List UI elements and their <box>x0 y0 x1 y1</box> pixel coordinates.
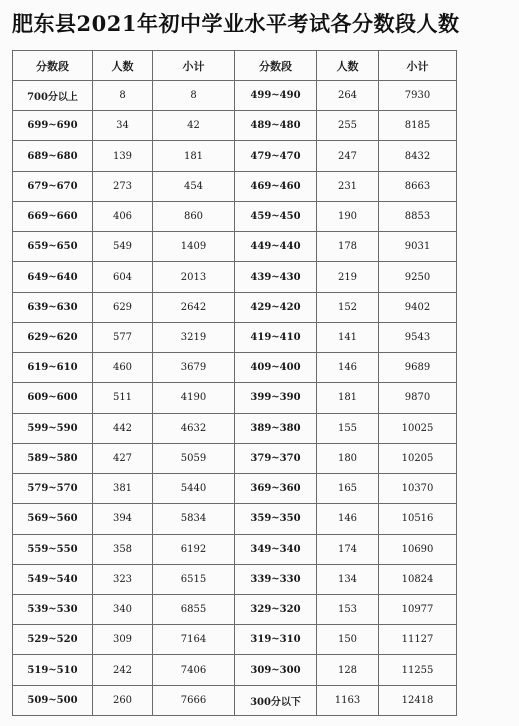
table-row <box>13 383 457 413</box>
page-title: 肥东县2021年初中学业水平考试各分数段人数 <box>12 11 460 36</box>
count-cell: 146 <box>317 504 379 534</box>
count-cell: 134 <box>317 564 379 594</box>
score-range-cell: 439~430 <box>235 262 317 292</box>
table-header-row <box>13 51 457 81</box>
table-row <box>13 443 457 473</box>
table-row <box>13 262 457 292</box>
count-cell: 1163 <box>317 685 379 715</box>
count-cell: 152 <box>317 292 379 322</box>
count-cell: 180 <box>317 443 379 473</box>
header-count-right: 人数 <box>317 51 379 81</box>
subtotal-cell: 2642 <box>153 292 235 322</box>
subtotal-cell: 42 <box>153 111 235 141</box>
subtotal-cell: 8663 <box>379 171 457 201</box>
table-row <box>13 685 457 715</box>
count-cell: 128 <box>317 655 379 685</box>
table-body <box>13 81 457 716</box>
table-row <box>13 111 457 141</box>
count-cell: 340 <box>93 594 153 624</box>
score-range-cell: 359~350 <box>235 504 317 534</box>
count-cell: 150 <box>317 625 379 655</box>
table-row <box>13 141 457 171</box>
subtotal-cell: 12418 <box>379 685 457 715</box>
score-range-cell: 329~320 <box>235 594 317 624</box>
count-cell: 394 <box>93 504 153 534</box>
table-row <box>13 625 457 655</box>
score-range-cell: 679~670 <box>13 171 93 201</box>
score-range-cell: 700分以上 <box>13 81 93 111</box>
subtotal-cell: 9031 <box>379 232 457 262</box>
score-range-cell: 379~370 <box>235 443 317 473</box>
score-range-cell: 300分以下 <box>235 685 317 715</box>
count-cell: 34 <box>93 111 153 141</box>
count-cell: 247 <box>317 141 379 171</box>
score-range-cell: 599~590 <box>13 413 93 443</box>
count-cell: 577 <box>93 322 153 352</box>
subtotal-cell: 4190 <box>153 383 235 413</box>
score-range-cell: 629~620 <box>13 322 93 352</box>
subtotal-cell: 10025 <box>379 413 457 443</box>
score-range-cell: 509~500 <box>13 685 93 715</box>
header-count-left: 人数 <box>93 51 153 81</box>
score-range-cell: 319~310 <box>235 625 317 655</box>
count-cell: 139 <box>93 141 153 171</box>
score-range-cell: 339~330 <box>235 564 317 594</box>
score-range-cell: 609~600 <box>13 383 93 413</box>
count-cell: 549 <box>93 232 153 262</box>
score-range-cell: 569~560 <box>13 504 93 534</box>
count-cell: 323 <box>93 564 153 594</box>
subtotal-cell: 6192 <box>153 534 235 564</box>
count-cell: 381 <box>93 474 153 504</box>
table-row <box>13 201 457 231</box>
subtotal-cell: 11255 <box>379 655 457 685</box>
score-range-cell: 309~300 <box>235 655 317 685</box>
subtotal-cell: 1409 <box>153 232 235 262</box>
score-range-cell: 489~480 <box>235 111 317 141</box>
subtotal-cell: 10516 <box>379 504 457 534</box>
subtotal-cell: 10205 <box>379 443 457 473</box>
score-range-cell: 459~450 <box>235 201 317 231</box>
subtotal-cell: 7164 <box>153 625 235 655</box>
subtotal-cell: 10370 <box>379 474 457 504</box>
score-range-cell: 389~380 <box>235 413 317 443</box>
subtotal-cell: 7406 <box>153 655 235 685</box>
score-range-cell: 499~490 <box>235 81 317 111</box>
header-score-range-right: 分数段 <box>235 51 317 81</box>
subtotal-cell: 10977 <box>379 594 457 624</box>
count-cell: 273 <box>93 171 153 201</box>
score-range-cell: 539~530 <box>13 594 93 624</box>
score-range-cell: 549~540 <box>13 564 93 594</box>
subtotal-cell: 10690 <box>379 534 457 564</box>
header-subtotal-right: 小计 <box>379 51 457 81</box>
score-range-cell: 369~360 <box>235 474 317 504</box>
subtotal-cell: 860 <box>153 201 235 231</box>
score-range-cell: 579~570 <box>13 474 93 504</box>
subtotal-cell: 5440 <box>153 474 235 504</box>
table-row <box>13 474 457 504</box>
score-range-cell: 409~400 <box>235 353 317 383</box>
count-cell: 260 <box>93 685 153 715</box>
count-cell: 155 <box>317 413 379 443</box>
score-range-cell: 449~440 <box>235 232 317 262</box>
score-range-cell: 519~510 <box>13 655 93 685</box>
count-cell: 153 <box>317 594 379 624</box>
subtotal-cell: 2013 <box>153 262 235 292</box>
subtotal-cell: 8853 <box>379 201 457 231</box>
count-cell: 604 <box>93 262 153 292</box>
subtotal-cell: 9402 <box>379 292 457 322</box>
count-cell: 146 <box>317 353 379 383</box>
count-cell: 427 <box>93 443 153 473</box>
count-cell: 181 <box>317 383 379 413</box>
subtotal-cell: 9870 <box>379 383 457 413</box>
score-distribution-table <box>12 50 457 716</box>
count-cell: 178 <box>317 232 379 262</box>
score-range-cell: 659~650 <box>13 232 93 262</box>
score-range-cell: 529~520 <box>13 625 93 655</box>
count-cell: 511 <box>93 383 153 413</box>
table-row <box>13 534 457 564</box>
score-range-cell: 559~550 <box>13 534 93 564</box>
count-cell: 442 <box>93 413 153 443</box>
subtotal-cell: 9689 <box>379 353 457 383</box>
subtotal-cell: 6515 <box>153 564 235 594</box>
subtotal-cell: 4632 <box>153 413 235 443</box>
subtotal-cell: 7930 <box>379 81 457 111</box>
subtotal-cell: 3219 <box>153 322 235 352</box>
count-cell: 141 <box>317 322 379 352</box>
subtotal-cell: 8185 <box>379 111 457 141</box>
subtotal-cell: 5834 <box>153 504 235 534</box>
count-cell: 219 <box>317 262 379 292</box>
score-range-cell: 399~390 <box>235 383 317 413</box>
table-row <box>13 81 457 111</box>
score-range-cell: 349~340 <box>235 534 317 564</box>
subtotal-cell: 181 <box>153 141 235 171</box>
subtotal-cell: 6855 <box>153 594 235 624</box>
count-cell: 165 <box>317 474 379 504</box>
subtotal-cell: 3679 <box>153 353 235 383</box>
table-row <box>13 594 457 624</box>
score-range-cell: 419~410 <box>235 322 317 352</box>
score-range-cell: 469~460 <box>235 171 317 201</box>
score-range-cell: 429~420 <box>235 292 317 322</box>
count-cell: 8 <box>93 81 153 111</box>
score-range-cell: 619~610 <box>13 353 93 383</box>
subtotal-cell: 5059 <box>153 443 235 473</box>
count-cell: 629 <box>93 292 153 322</box>
subtotal-cell: 8432 <box>379 141 457 171</box>
table-row <box>13 322 457 352</box>
table-row <box>13 564 457 594</box>
subtotal-cell: 7666 <box>153 685 235 715</box>
count-cell: 460 <box>93 353 153 383</box>
subtotal-cell: 454 <box>153 171 235 201</box>
count-cell: 242 <box>93 655 153 685</box>
subtotal-cell: 8 <box>153 81 235 111</box>
table-row <box>13 655 457 685</box>
table-row <box>13 292 457 322</box>
subtotal-cell: 11127 <box>379 625 457 655</box>
count-cell: 358 <box>93 534 153 564</box>
subtotal-cell: 9250 <box>379 262 457 292</box>
table-row <box>13 232 457 262</box>
header-subtotal-left: 小计 <box>153 51 235 81</box>
subtotal-cell: 10824 <box>379 564 457 594</box>
header-score-range-left: 分数段 <box>13 51 93 81</box>
score-range-cell: 589~580 <box>13 443 93 473</box>
table-row <box>13 413 457 443</box>
score-range-cell: 699~690 <box>13 111 93 141</box>
count-cell: 174 <box>317 534 379 564</box>
table-row <box>13 353 457 383</box>
count-cell: 190 <box>317 201 379 231</box>
table-row <box>13 504 457 534</box>
count-cell: 406 <box>93 201 153 231</box>
subtotal-cell: 9543 <box>379 322 457 352</box>
score-range-cell: 689~680 <box>13 141 93 171</box>
table-row <box>13 171 457 201</box>
score-range-cell: 669~660 <box>13 201 93 231</box>
score-range-cell: 479~470 <box>235 141 317 171</box>
count-cell: 255 <box>317 111 379 141</box>
score-range-cell: 639~630 <box>13 292 93 322</box>
count-cell: 231 <box>317 171 379 201</box>
count-cell: 264 <box>317 81 379 111</box>
count-cell: 309 <box>93 625 153 655</box>
score-range-cell: 649~640 <box>13 262 93 292</box>
